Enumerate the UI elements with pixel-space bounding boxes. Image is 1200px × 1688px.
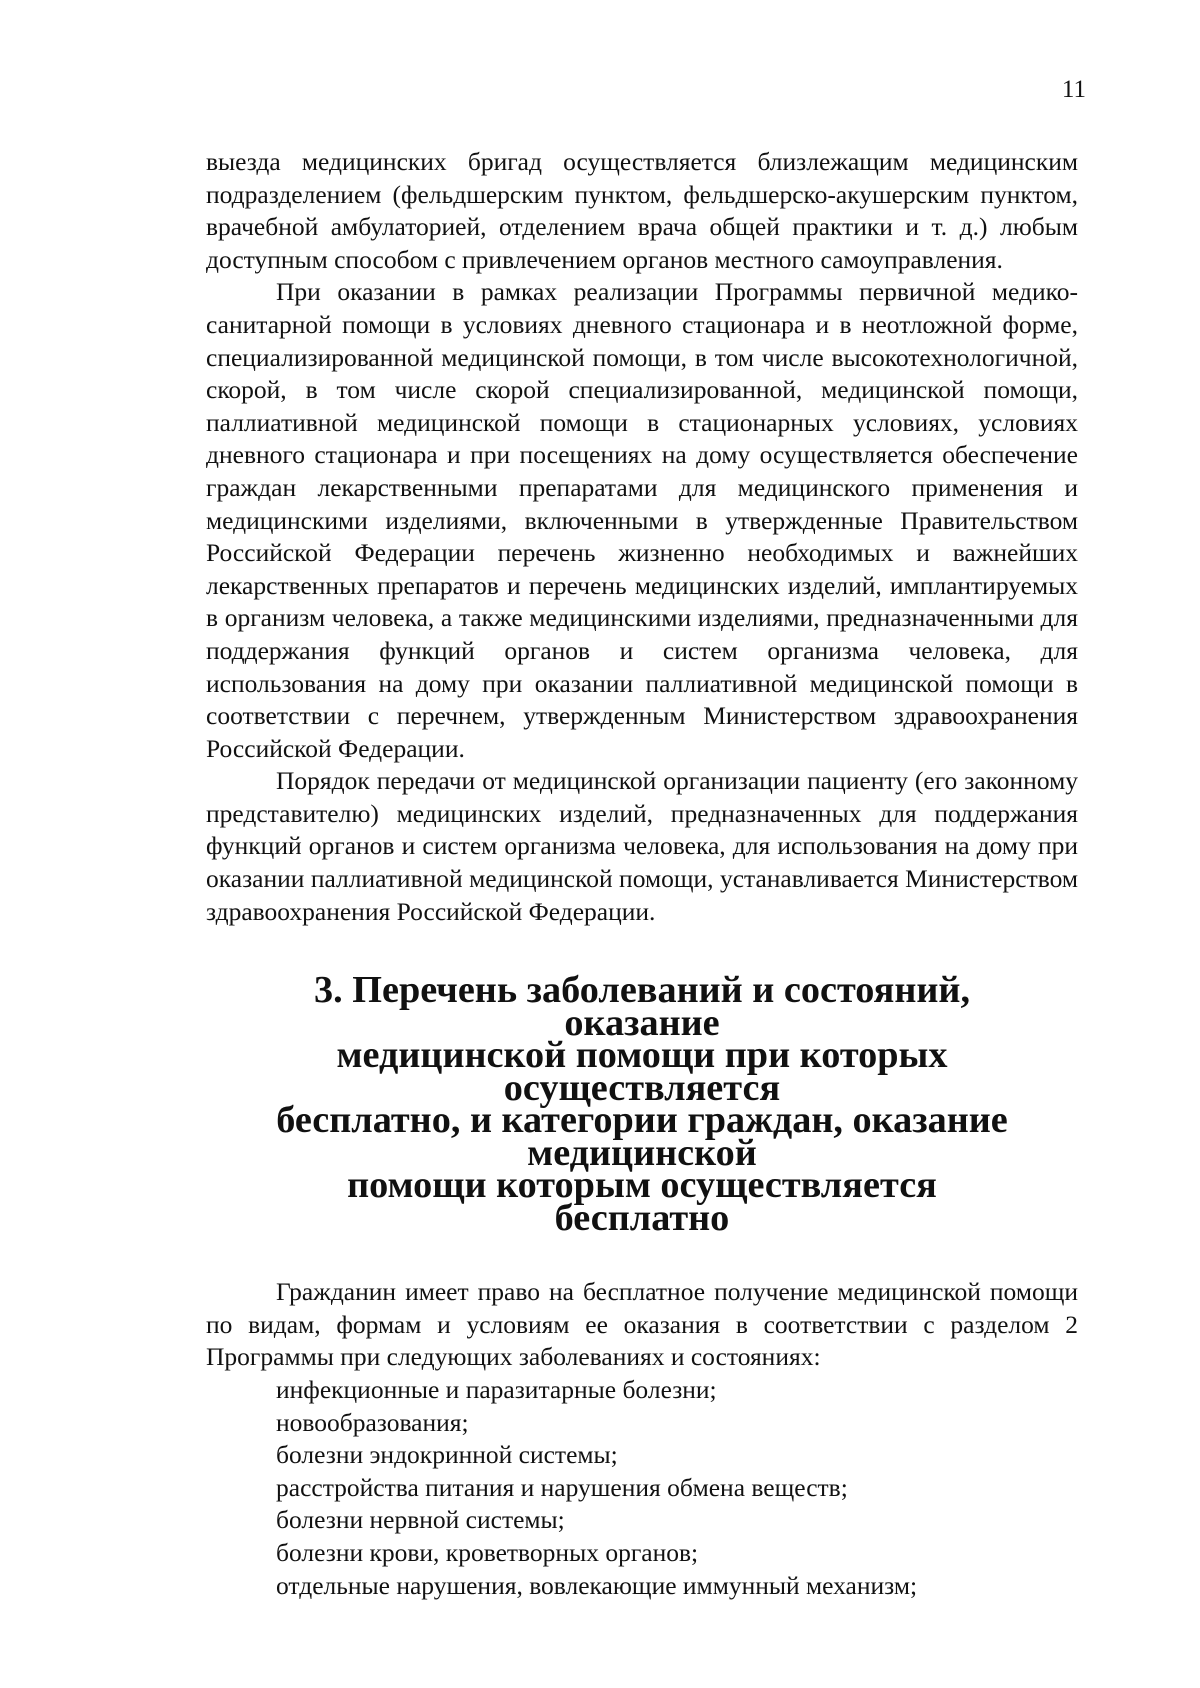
section-heading-line: 3. Перечень заболеваний и состояний, оказание bbox=[313, 969, 971, 1044]
list-item: болезни эндокринной системы; bbox=[276, 1440, 618, 1470]
section-heading-line: медицинской помощи при которых осуществляется bbox=[336, 1034, 948, 1109]
section-heading-line: помощи которым осуществляется бесплатно bbox=[347, 1164, 937, 1239]
paragraph-medical-devices-transfer: Порядок передачи от медицинской организации пациенту (его законному представителю) медицинских изделий, предназначенных для поддержания функций органов и систем организма человека, для использования на дому при оказании паллиативной медицинской помощи, устанавливается Министерством здравоохранения Российской Федерации. bbox=[206, 766, 1078, 926]
list-item: болезни нервной системы; bbox=[276, 1505, 565, 1535]
list-item: расстройства питания и нарушения обмена веществ; bbox=[276, 1472, 848, 1502]
paragraph-continuation: выезда медицинских бригад осуществляется близлежащим медицинским подразделением (фельдшерским пунктом, фельдшерско-акушерским пунктом, врачебной амбулаторией, отделением врача общей практики и т. д.) любым доступным способом с привлечением органов местного самоуправления. bbox=[206, 147, 1078, 274]
list-item: новообразования; bbox=[276, 1407, 469, 1437]
section-heading bbox=[206, 969, 1078, 1239]
list-item: болезни крови, кроветворных органов; bbox=[276, 1538, 699, 1567]
section-intro: Гражданин имеет право на бесплатное получение медицинской помощи по видам, формам и условиям ее оказания в соответствии с разделом 2 Программы при следующих заболеваниях и состояниях: bbox=[206, 1277, 1078, 1372]
page-number: 11 bbox=[1061, 76, 1086, 103]
paragraph-drug-provision: При оказании в рамках реализации Программы первичной медико-санитарной помощи в условиях дневного стационара и в неотложной форме, специализированной медицинской помощи, в том числе высокотехнологичной, скорой, в том числе скорой специализированной, медицинской помощи, паллиативной медицинской помощи в стационарных условиях, условиях дневного стационара и при посещениях на дому осуществляется обеспечение граждан лекарственными препаратами для медицинского применения и медицинскими изделиями, включенными в утвержденные Правительством Российской Федерации перечень жизненно необходимых и важнейших лекарственных препаратов и перечень медицинских изделий, имплантируемых в организм человека, а также медицинскими изделиями, предназначенными для поддержания функций органов и систем организма человека, для использования на дому при оказании паллиативной медицинской помощи в соответствии с перечнем, утвержденным Министерством здравоохранения Российской Федерации. bbox=[206, 277, 1078, 763]
list-item: инфекционные и паразитарные болезни; bbox=[276, 1375, 717, 1405]
list-item: отдельные нарушения, вовлекающие иммунный механизм; bbox=[276, 1570, 918, 1600]
section-heading-line: бесплатно, и категории граждан, оказание медицинской bbox=[276, 1099, 1008, 1174]
document-body bbox=[206, 146, 1078, 1602]
conditions-list bbox=[206, 1374, 1078, 1602]
